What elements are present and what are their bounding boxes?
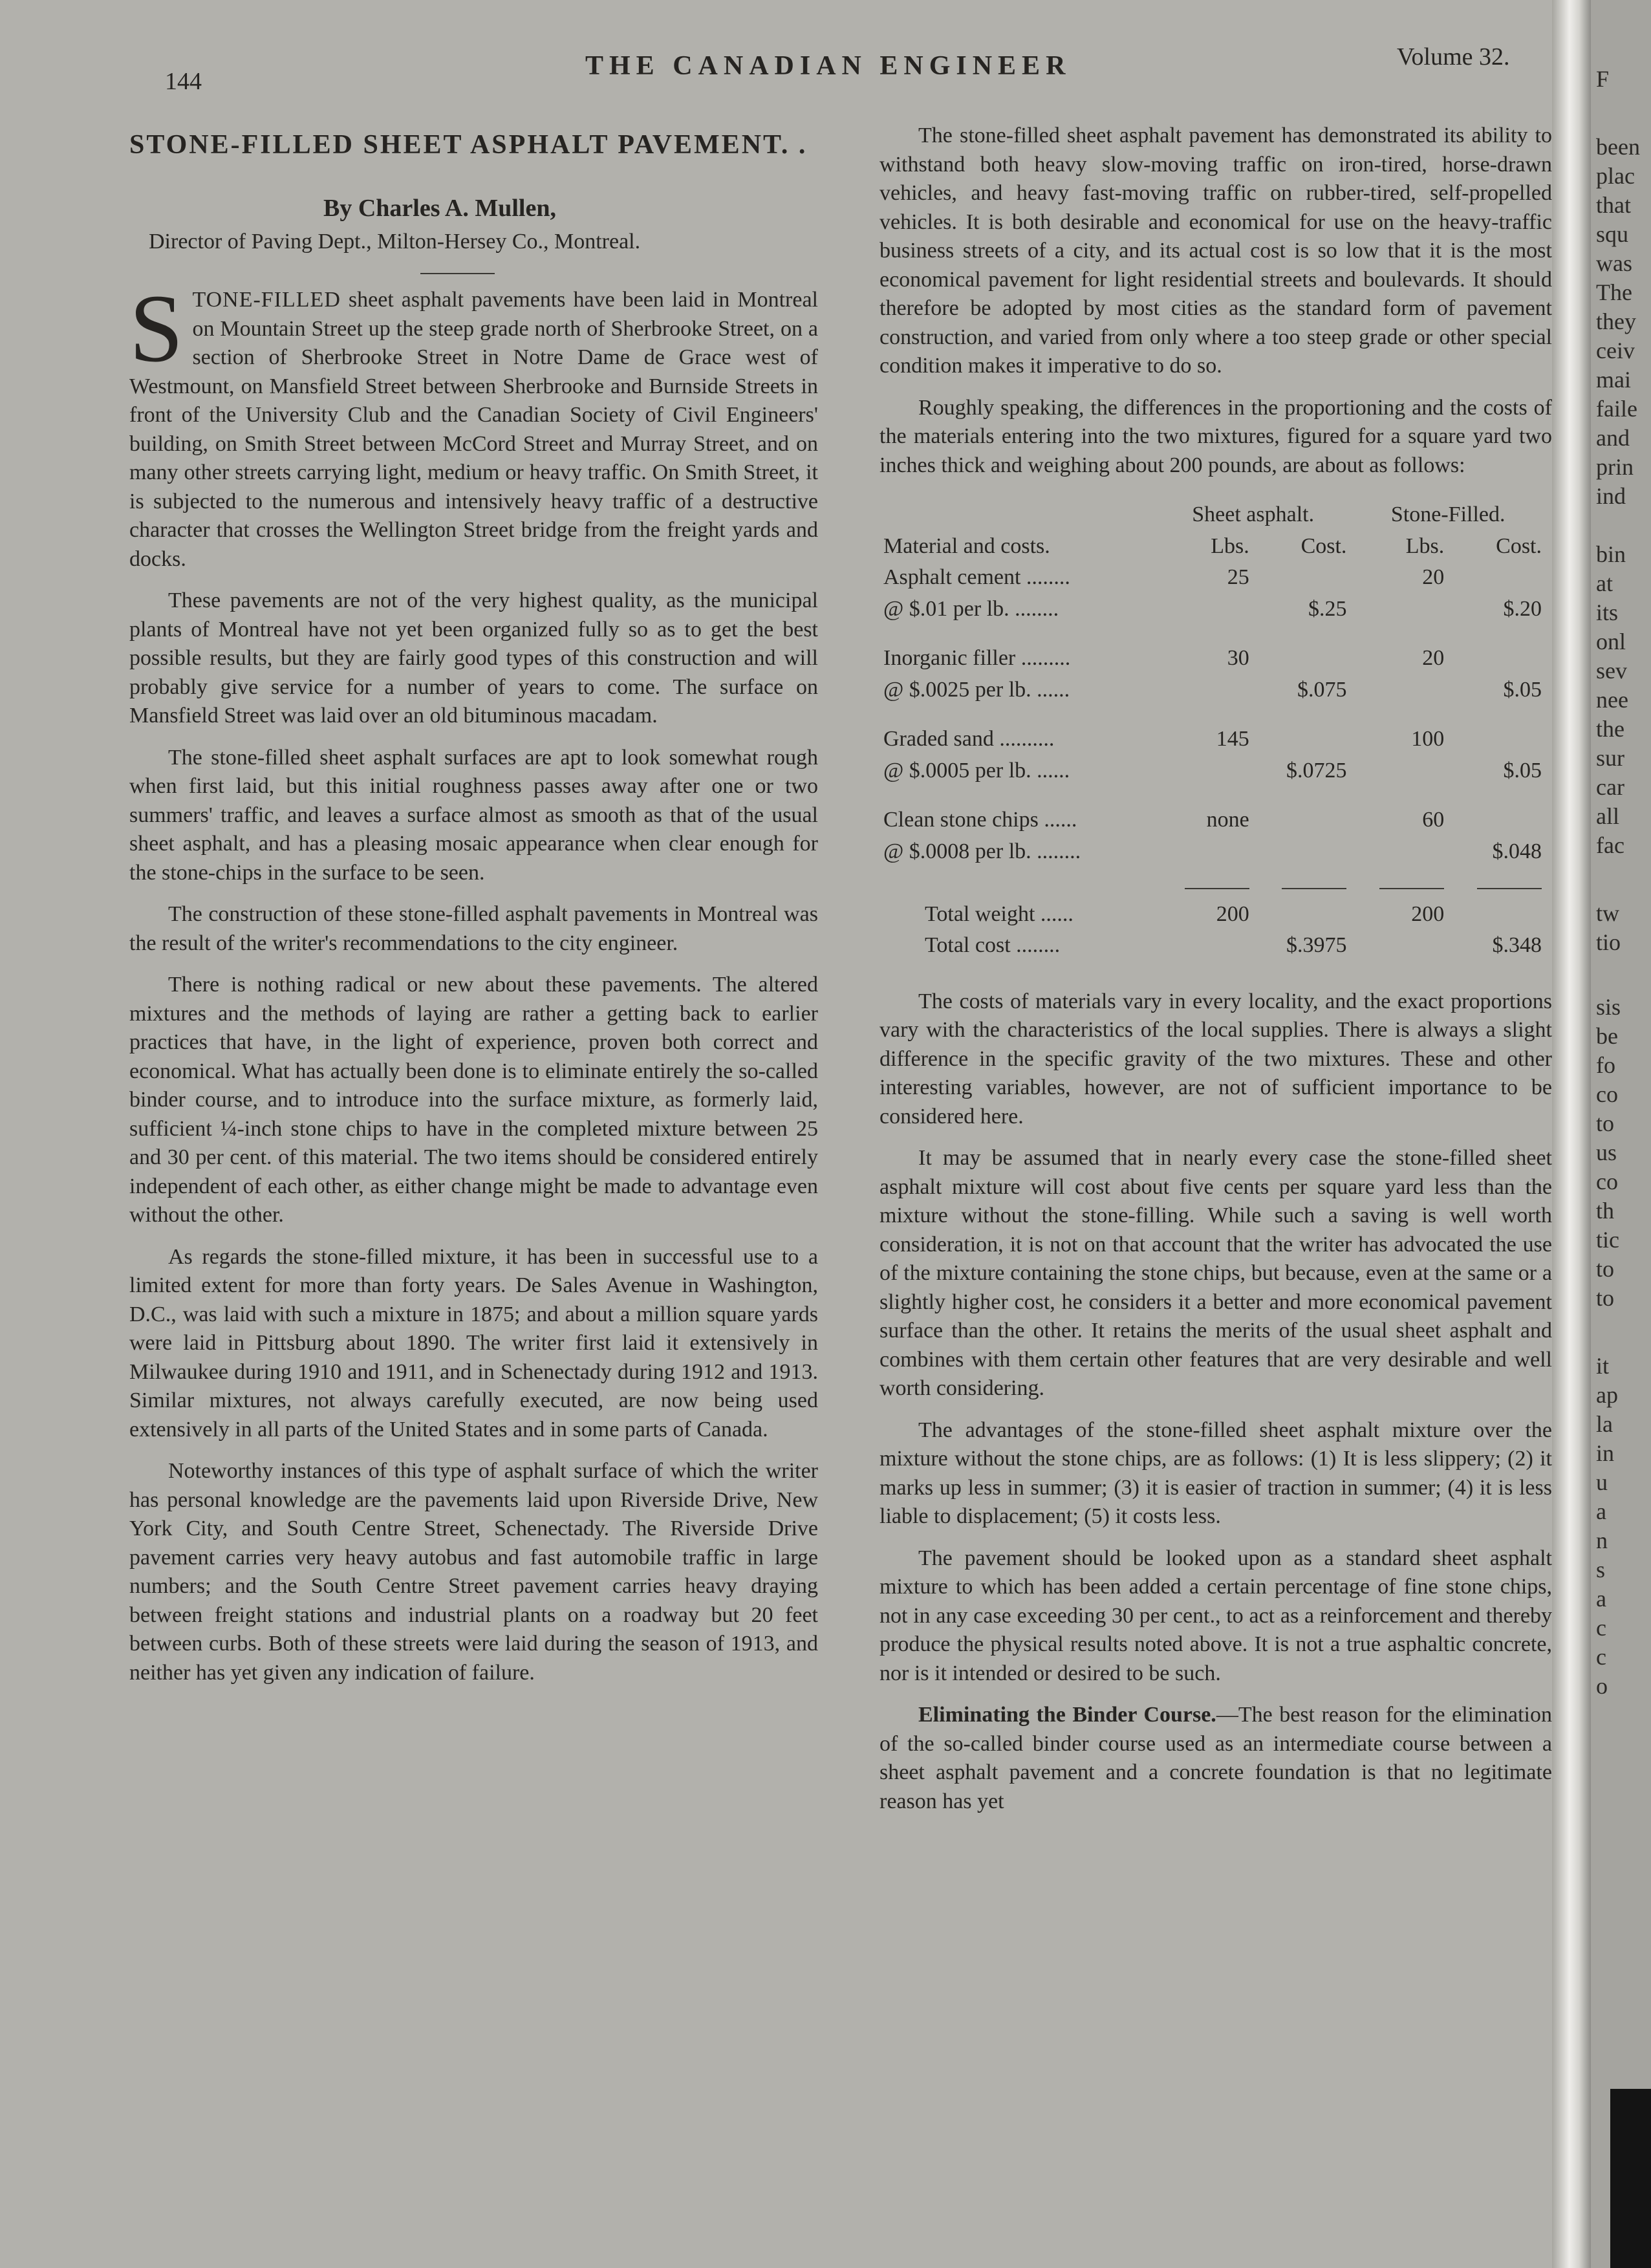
facing-page-text-fragment: the: [1596, 716, 1624, 742]
facing-page-text-fragment: sur: [1596, 745, 1624, 771]
facing-page-text-fragment: bin: [1596, 541, 1626, 567]
facing-page-text-fragment: F: [1596, 66, 1610, 92]
facing-page-text-fragment: they: [1596, 308, 1636, 334]
facing-page-edge: [1591, 0, 1651, 2268]
facing-page-text-fragment: co: [1596, 1081, 1618, 1107]
running-header: [0, 39, 1565, 95]
paragraph: STONE-FILLED sheet asphalt pavements have been laid in Montreal on Mountain Street up the steep grade north of Sherbrooke Street, on a section of Sherbrooke Street in Notre Dame de Grace west of Westmount, on Mansfield Street between Sherbrooke and Burnside Streets in front of the University Club and the Canadian Society of Civil Engineers' building, on Smith Street between McCord Street and Murray Street, and on many other streets carrying light, medium or heavy traffic. On Smith Street, it is subjected to the numerous and intensively heavy traffic of a destructive character that crosses the Wellington Street bridge from the freight yards and docks.: [129, 275, 818, 571]
left-column: [129, 275, 818, 1700]
facing-page-text-fragment: mai: [1596, 367, 1631, 393]
facing-page-text-fragment: squ: [1596, 221, 1629, 247]
table-row: @ $.0008 per lb. ........ $.048: [883, 839, 1542, 863]
facing-page-text-fragment: a: [1596, 1586, 1606, 1612]
author-byline: By Charles A. Mullen,: [323, 195, 556, 222]
section-subheading: Eliminating the Binder Course.: [918, 1703, 1216, 1727]
facing-page-text-fragment: s: [1596, 1557, 1606, 1582]
facing-page-text-fragment: c: [1596, 1615, 1606, 1641]
total-rule: [1477, 888, 1542, 889]
facing-page-text-fragment: its: [1596, 599, 1619, 625]
table-row: Inorganic filler ......... 30 20: [883, 646, 1445, 670]
paragraph: Roughly speaking, the differences in the proportioning and the costs of the materials entering into the two mixtures, figured for a square yard two inches thick and weighing about 200 pounds, are about as follows:: [879, 395, 1552, 477]
col-header-material: Material and costs.: [883, 534, 1050, 558]
table-row: @ $.01 per lb. ........ $.25 $.20: [883, 596, 1542, 621]
facing-page-text-fragment: to: [1596, 1110, 1615, 1136]
facing-page-text-fragment: tic: [1596, 1227, 1619, 1253]
facing-page-text-fragment: plac: [1596, 163, 1635, 189]
scan-background: [1610, 2089, 1651, 2268]
facing-page-text-fragment: tio: [1596, 929, 1621, 955]
facing-page-text-fragment: it: [1596, 1353, 1610, 1379]
paragraph: There is nothing radical or new about these pavements. The altered mixtures and the methods of laying are rather a getting back to earlier practices that have, in the light of experience, proven both correct and economical. What has actually been done is to eliminate entirely the so-called binder course, and to introduce into the surface mixture, as formerly laid, sufficient ¼-inch stone chips to have in the completed mixture between 25 and 30 per cent. of this material. The two items should be considered entirely independent of each other, as either change might be made to advantage even without the other.: [129, 973, 818, 1227]
facing-page-text-fragment: The: [1596, 279, 1632, 305]
paragraph: The construction of these stone-filled asphalt pavements in Montreal was the result of the writer's recommendations to the city engineer.: [129, 902, 818, 955]
page-number: 144: [165, 68, 202, 95]
col-header-cost: Cost.: [1300, 534, 1347, 558]
facing-page-text-fragment: ind: [1596, 483, 1626, 509]
totals-rule-row: [879, 867, 1546, 899]
facing-page-text-fragment: in: [1596, 1440, 1615, 1466]
table-row: Total cost ........ $.3975 $.348: [925, 933, 1542, 957]
table-row: @ $.0005 per lb. ...... $.0725 $.05: [883, 758, 1542, 783]
table-row: @ $.0025 per lb. ...... $.075 $.05: [883, 677, 1542, 702]
facing-page-text-fragment: a: [1596, 1498, 1606, 1524]
col-header-lbs: Lbs.: [1405, 534, 1445, 558]
facing-page-text-fragment: fo: [1596, 1052, 1615, 1078]
facing-page-text-fragment: sis: [1596, 994, 1621, 1020]
facing-page-text-fragment: that: [1596, 192, 1631, 218]
facing-page-text-fragment: faile: [1596, 396, 1637, 422]
facing-page-text-fragment: co: [1596, 1169, 1618, 1194]
facing-page-text-fragment: fac: [1596, 832, 1624, 858]
facing-page-text-fragment: th: [1596, 1198, 1615, 1224]
journal-title: THE CANADIAN ENGINEER: [585, 51, 1072, 81]
paragraph: Eliminating the Binder Course.—The best reason for the elimination of the so-called binder course used as an intermediate course between a sheet asphalt pavement and a concrete foundation is that no legitimate reason has yet: [879, 1703, 1552, 1813]
facing-page-text-fragment: and: [1596, 425, 1630, 451]
facing-page-text-fragment: car: [1596, 774, 1624, 800]
drop-cap: S: [129, 275, 184, 382]
volume-label: Volume 32.: [1397, 43, 1510, 70]
facing-page-text-fragment: to: [1596, 1256, 1615, 1282]
facing-page-text-fragment: sev: [1596, 658, 1627, 684]
facing-page-text-fragment: tw: [1596, 900, 1619, 926]
facing-page-text-fragment: us: [1596, 1139, 1617, 1165]
total-rule: [1379, 888, 1444, 889]
table-row: Total weight ...... 200 200: [925, 902, 1445, 926]
table-row: Clean stone chips ...... none 60: [883, 808, 1445, 832]
paragraph: The costs of materials vary in every locality, and the exact proportions vary with the characteristics of the local supplies. There is always a slight difference in the specific gravity of the two mixtures. These and other interesting variables, however, are not of sufficient importance to be considered here.: [879, 989, 1552, 1129]
facing-page-text-fragment: prin: [1596, 454, 1634, 480]
group-header-stone: Stone-Filled.: [1390, 502, 1505, 526]
col-header-lbs: Lbs.: [1211, 534, 1249, 558]
facing-page-text-fragment: u: [1596, 1469, 1608, 1495]
facing-page-text-fragment: was: [1596, 250, 1632, 276]
total-rule: [1185, 888, 1249, 889]
facing-page-text-fragment: la: [1596, 1411, 1613, 1437]
facing-page-text-fragment: be: [1596, 1023, 1618, 1049]
author-affiliation: Director of Paving Dept., Milton-Hersey Co., Montreal.: [149, 230, 641, 254]
facing-page-text-fragment: o: [1596, 1673, 1608, 1699]
group-header-sheet: Sheet asphalt.: [1192, 502, 1315, 526]
facing-page-text-fragment: at: [1596, 570, 1613, 596]
facing-page-text-fragment: n: [1596, 1528, 1608, 1553]
book-gutter: [1552, 0, 1591, 2268]
paragraph: These pavements are not of the very highest quality, as the municipal plants of Montreal have not yet been organized fully so as to get the best possible results, but they are fairly good types of this construction and will probably give service for a number of years to come. The surface on Mansfield Street was laid over an old bituminous macadam.: [129, 589, 818, 728]
facing-page-text-fragment: nee: [1596, 687, 1628, 713]
total-rule: [1282, 888, 1346, 889]
facing-page-text-fragment: c: [1596, 1644, 1606, 1670]
table-row: Asphalt cement ........ 25 20: [883, 565, 1445, 589]
paragraph: Noteworthy instances of this type of asphalt surface of which the writer has personal knowledge are the pavements laid upon Riverside Drive, New York City, and South Centre Street, Schenectady. The Riverside Drive pavement carries very heavy autobus and fast automobile traffic in large numbers; and the South Centre Street pavement carries heavy draying between freight stations and industrial plants on a roadway but 20 feet between curbs. Both of these streets were laid during the season of 1913, and neither has yet given any indication of failure.: [129, 1459, 818, 1685]
cost-table: [879, 499, 1546, 962]
facing-page-text-fragment: been: [1596, 134, 1640, 160]
title-divider: [420, 273, 495, 274]
paragraph: As regards the stone-filled mixture, it has been in successful use to a limited extent for more than forty years. De Sales Avenue in Washington, D.C., was laid with such a mixture in 1875; and about a million square yards were laid in Pittsburg about 1890. The writer first laid it extensively in Milwaukee during 1910 and 1911, and in Schenectady during 1912 and 1913. Similar mixtures, not always carefully executed, are now being used extensively in all parts of the United States and in some parts of Canada.: [129, 1244, 818, 1442]
facing-page-text-fragment: ceiv: [1596, 338, 1635, 363]
col-header-cost: Cost.: [1496, 534, 1542, 558]
paragraph: The stone-filled sheet asphalt pavement has demonstrated its ability to withstand both heavy slow-moving traffic on iron-tired, horse-drawn vehicles, and heavy fast-moving traffic on rubber-tired, self-propelled vehicles. It is both desirable and economical for use on the heavy-traffic business streets of a city, and its actual cost is so low that it is the most economical pavement for light residential streets and boulevards. It should therefore be adopted by most cities as the standard form of pavement construction, and varied from only where a too steep grade or other special condition makes it imperative to do so.: [879, 124, 1552, 378]
paragraph: The pavement should be looked upon as a standard sheet asphalt mixture to which has been added a certain percentage of fine stone chips, not in any case exceeding 30 per cent., to act as a reinforcement and thereby produce the physical results noted above. It is not a true asphaltic concrete, nor is it intended or desired to be such.: [879, 1546, 1552, 1685]
table-row: Graded sand .......... 145 100: [883, 727, 1445, 751]
right-column: [879, 122, 1552, 1829]
facing-page-text-fragment: ap: [1596, 1382, 1618, 1408]
paragraph: The stone-filled sheet asphalt surfaces are apt to look somewhat rough when first laid, but this initial roughness passes away after one or two summers' traffic, and leaves a surface almost as smooth as that of the usual sheet asphalt, and has a pleasing mosaic appearance when clear enough for the stone-chips in the surface to be seen.: [129, 745, 818, 885]
facing-page-text-fragment: onl: [1596, 629, 1626, 654]
facing-page-text-fragment: all: [1596, 803, 1619, 829]
paragraph: It may be assumed that in nearly every case the stone-filled sheet asphalt mixture will cost about five cents per square yard less than the mixture without the stone-filling. While such a saving is well worth consideration, it is not on that account that the writer has advocated the use of the mixture containing the stone chips, but because, even at the same or a slightly higher cost, he considers it a better and more economical pavement surface than the other. It retains the merits of the usual sheet asphalt and combines with them certain other features that are very desirable and well worth considering.: [879, 1146, 1552, 1400]
facing-page-text-fragment: to: [1596, 1285, 1615, 1311]
article-title: STONE-FILLED SHEET ASPHALT PAVEMENT. .: [129, 130, 808, 160]
paragraph: The advantages of the stone-filled sheet asphalt mixture over the mixture without the stone chips, are as follows: (1) It is less slippery; (2) it marks up less in summer; (3) it is easier of traction in summer; (4) it is less liable to displacement; (5) it costs less.: [879, 1418, 1552, 1528]
